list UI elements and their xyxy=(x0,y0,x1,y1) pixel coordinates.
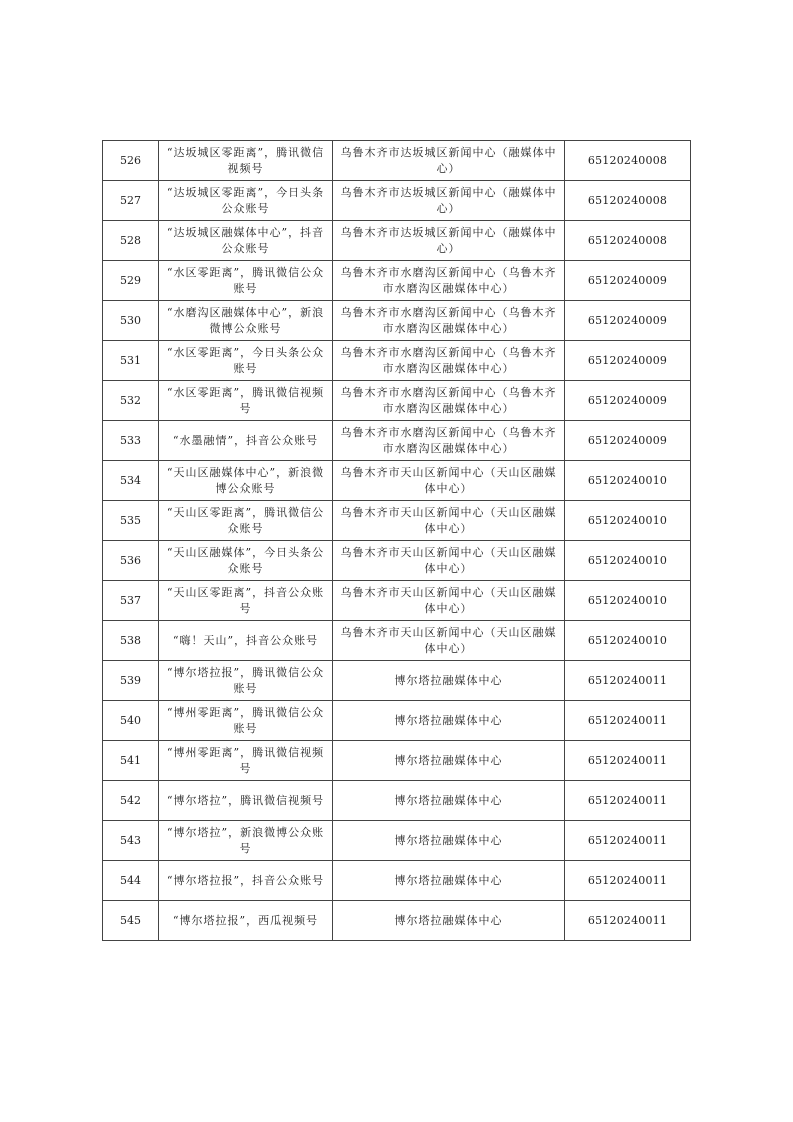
license-code: 65120240009 xyxy=(565,301,691,341)
account-name: “天山区融媒体中心”，新浪微博公众账号 xyxy=(159,461,333,501)
organization-name: 乌鲁木齐市天山区新闻中心（天山区融媒体中心） xyxy=(333,621,565,661)
organization-name: 乌鲁木齐市达坂城区新闻中心（融媒体中心） xyxy=(333,141,565,181)
license-code: 65120240010 xyxy=(565,621,691,661)
organization-name: 博尔塔拉融媒体中心 xyxy=(333,661,565,701)
account-name: “水区零距离”，今日头条公众账号 xyxy=(159,341,333,381)
organization-name: 乌鲁木齐市水磨沟区新闻中心（乌鲁木齐市水磨沟区融媒体中心） xyxy=(333,301,565,341)
table-row xyxy=(103,301,691,341)
organization-name: 乌鲁木齐市水磨沟区新闻中心（乌鲁木齐市水磨沟区融媒体中心） xyxy=(333,381,565,421)
account-name: “水磨沟区融媒体中心”，新浪微博公众账号 xyxy=(159,301,333,341)
table-row xyxy=(103,421,691,461)
row-number: 543 xyxy=(103,821,159,861)
license-code: 65120240011 xyxy=(565,901,691,941)
table-row xyxy=(103,741,691,781)
table-row xyxy=(103,341,691,381)
organization-name: 博尔塔拉融媒体中心 xyxy=(333,741,565,781)
table-row xyxy=(103,221,691,261)
table-row xyxy=(103,141,691,181)
account-name: “博尔塔拉报”，抖音公众账号 xyxy=(159,861,333,901)
organization-name: 博尔塔拉融媒体中心 xyxy=(333,861,565,901)
license-code: 65120240010 xyxy=(565,541,691,581)
account-name: “博州零距离”，腾讯微信公众账号 xyxy=(159,701,333,741)
table-row xyxy=(103,621,691,661)
license-code: 65120240010 xyxy=(565,581,691,621)
license-code: 65120240011 xyxy=(565,741,691,781)
organization-name: 博尔塔拉融媒体中心 xyxy=(333,701,565,741)
account-name: “博州零距离”，腾讯微信视频号 xyxy=(159,741,333,781)
license-code: 65120240009 xyxy=(565,261,691,301)
account-name: “博尔塔拉”，新浪微博公众账号 xyxy=(159,821,333,861)
license-code: 65120240008 xyxy=(565,181,691,221)
license-code: 65120240009 xyxy=(565,341,691,381)
row-number: 545 xyxy=(103,901,159,941)
row-number: 527 xyxy=(103,181,159,221)
row-number: 533 xyxy=(103,421,159,461)
table-row xyxy=(103,901,691,941)
registry-table-body xyxy=(103,141,691,941)
organization-name: 乌鲁木齐市天山区新闻中心（天山区融媒体中心） xyxy=(333,501,565,541)
license-code: 65120240011 xyxy=(565,701,691,741)
license-code: 65120240011 xyxy=(565,661,691,701)
row-number: 542 xyxy=(103,781,159,821)
organization-name: 乌鲁木齐市天山区新闻中心（天山区融媒体中心） xyxy=(333,461,565,501)
account-name: “天山区零距离”，抖音公众账号 xyxy=(159,581,333,621)
table-row xyxy=(103,861,691,901)
table-row xyxy=(103,701,691,741)
row-number: 534 xyxy=(103,461,159,501)
row-number: 538 xyxy=(103,621,159,661)
row-number: 540 xyxy=(103,701,159,741)
row-number: 531 xyxy=(103,341,159,381)
row-number: 526 xyxy=(103,141,159,181)
account-name: “博尔塔拉”，腾讯微信视频号 xyxy=(159,781,333,821)
organization-name: 博尔塔拉融媒体中心 xyxy=(333,901,565,941)
organization-name: 乌鲁木齐市水磨沟区新闻中心（乌鲁木齐市水磨沟区融媒体中心） xyxy=(333,261,565,301)
account-name: “天山区融媒体”，今日头条公众账号 xyxy=(159,541,333,581)
table-row xyxy=(103,181,691,221)
license-code: 65120240011 xyxy=(565,781,691,821)
account-name: “天山区零距离”，腾讯微信公众账号 xyxy=(159,501,333,541)
organization-name: 乌鲁木齐市水磨沟区新闻中心（乌鲁木齐市水磨沟区融媒体中心） xyxy=(333,341,565,381)
license-code: 65120240008 xyxy=(565,221,691,261)
table-row xyxy=(103,381,691,421)
table-row xyxy=(103,661,691,701)
row-number: 537 xyxy=(103,581,159,621)
account-name: “达坂城区零距离”，今日头条公众账号 xyxy=(159,181,333,221)
row-number: 529 xyxy=(103,261,159,301)
row-number: 535 xyxy=(103,501,159,541)
account-name: “博尔塔拉报”，西瓜视频号 xyxy=(159,901,333,941)
row-number: 539 xyxy=(103,661,159,701)
row-number: 528 xyxy=(103,221,159,261)
row-number: 530 xyxy=(103,301,159,341)
table-row xyxy=(103,581,691,621)
table-row xyxy=(103,541,691,581)
organization-name: 乌鲁木齐市达坂城区新闻中心（融媒体中心） xyxy=(333,181,565,221)
table-row xyxy=(103,461,691,501)
row-number: 536 xyxy=(103,541,159,581)
organization-name: 乌鲁木齐市水磨沟区新闻中心（乌鲁木齐市水磨沟区融媒体中心） xyxy=(333,421,565,461)
account-name: “水区零距离”，腾讯微信公众账号 xyxy=(159,261,333,301)
account-name: “博尔塔拉报”，腾讯微信公众账号 xyxy=(159,661,333,701)
table-row xyxy=(103,821,691,861)
table-row xyxy=(103,501,691,541)
license-code: 65120240008 xyxy=(565,141,691,181)
table-row xyxy=(103,781,691,821)
license-code: 65120240011 xyxy=(565,821,691,861)
organization-name: 博尔塔拉融媒体中心 xyxy=(333,781,565,821)
organization-name: 乌鲁木齐市天山区新闻中心（天山区融媒体中心） xyxy=(333,541,565,581)
license-code: 65120240009 xyxy=(565,421,691,461)
row-number: 544 xyxy=(103,861,159,901)
organization-name: 乌鲁木齐市天山区新闻中心（天山区融媒体中心） xyxy=(333,581,565,621)
account-name: “达坂城区零距离”，腾讯微信视频号 xyxy=(159,141,333,181)
account-name: “嗨！天山”，抖音公众账号 xyxy=(159,621,333,661)
license-code: 65120240010 xyxy=(565,501,691,541)
license-code: 65120240009 xyxy=(565,381,691,421)
registry-table xyxy=(102,140,691,941)
account-name: “水区零距离”，腾讯微信视频号 xyxy=(159,381,333,421)
row-number: 532 xyxy=(103,381,159,421)
table-row xyxy=(103,261,691,301)
account-name: “达坂城区融媒体中心”，抖音公众账号 xyxy=(159,221,333,261)
organization-name: 博尔塔拉融媒体中心 xyxy=(333,821,565,861)
row-number: 541 xyxy=(103,741,159,781)
license-code: 65120240010 xyxy=(565,461,691,501)
account-name: “水墨融情”，抖音公众账号 xyxy=(159,421,333,461)
organization-name: 乌鲁木齐市达坂城区新闻中心（融媒体中心） xyxy=(333,221,565,261)
license-code: 65120240011 xyxy=(565,861,691,901)
